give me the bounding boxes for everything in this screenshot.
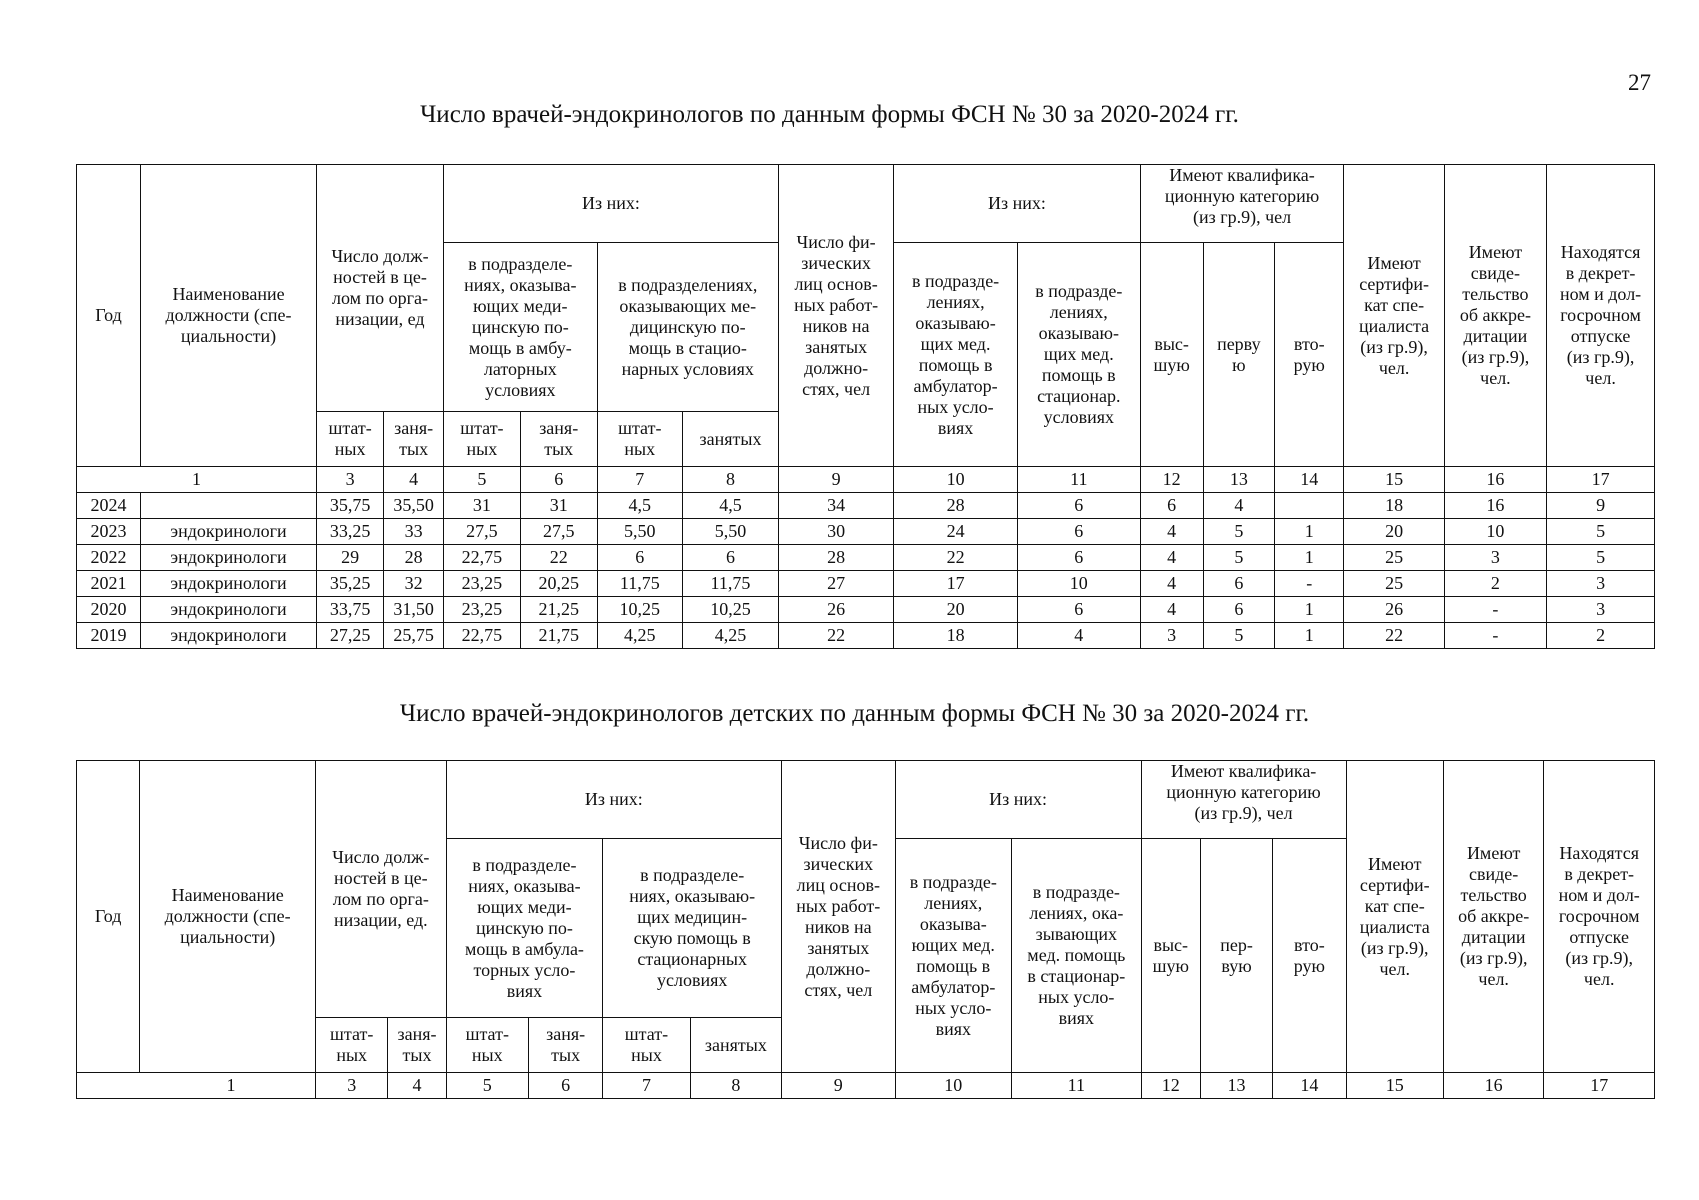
table-cell: 27 xyxy=(778,571,893,597)
table-cell: 34 xyxy=(778,493,893,519)
header-sertifikat: Имеют сертифи- кат спе- циалиста (из гр.9), чел. xyxy=(1346,761,1443,1073)
table-cell: 6 xyxy=(1017,597,1140,623)
table-cell: 33,75 xyxy=(317,597,384,623)
header-fiz-stacionar: в подразде- лениях, оказываю- щих мед. помощь в стационар. условиях xyxy=(1017,243,1140,467)
column-number: 8 xyxy=(682,467,778,493)
table-cell: 35,50 xyxy=(384,493,444,519)
cell-god: 2021 xyxy=(77,571,141,597)
cell-dolzhnost: эндокринологи xyxy=(141,597,317,623)
column-number: 10 xyxy=(894,467,1018,493)
column-number: 14 xyxy=(1273,1073,1346,1099)
table-cell: 10,25 xyxy=(682,597,778,623)
header-god: Год xyxy=(77,165,141,467)
column-number: 17 xyxy=(1544,1073,1655,1099)
table-cell: 4 xyxy=(1203,493,1274,519)
column-number: 7 xyxy=(603,1073,690,1099)
column-number: 11 xyxy=(1017,467,1140,493)
table-cell: 4,25 xyxy=(597,623,682,649)
table-cell: 25 xyxy=(1344,571,1444,597)
page-number: 27 xyxy=(1628,70,1651,95)
table-cell: 22,75 xyxy=(443,545,520,571)
table2 xyxy=(76,760,1655,1099)
table-cell: 27,25 xyxy=(317,623,384,649)
column-number: 16 xyxy=(1444,467,1546,493)
table-cell: 31,50 xyxy=(384,597,444,623)
table-cell: 21,75 xyxy=(520,623,597,649)
table-cell: 1 xyxy=(1275,545,1344,571)
column-number: 5 xyxy=(443,467,520,493)
table-cell xyxy=(1275,493,1344,519)
table-cell: 25,75 xyxy=(384,623,444,649)
header-kvalif-kategoriya: Имеют квалифика- ционную категорию (из гр.9), чел xyxy=(1140,165,1344,243)
table-cell: 20 xyxy=(894,597,1018,623)
header-fiz-ambulator: в подразде- лениях, оказыва- ющих мед. помощь в амбулатор- ных усло- виях xyxy=(895,839,1012,1073)
column-number: 3 xyxy=(317,467,384,493)
table-cell: 5 xyxy=(1203,623,1274,649)
table-cell: 11,75 xyxy=(682,571,778,597)
column-number: 5 xyxy=(446,1073,528,1099)
table-cell: 6 xyxy=(1140,493,1203,519)
column-number: 13 xyxy=(1200,1073,1272,1099)
table-cell: 6 xyxy=(1203,597,1274,623)
header-dekret: Находятся в декрет- ном и дол- госрочном отпуске (из гр.9), чел. xyxy=(1544,761,1655,1073)
cell-dolzhnost: эндокринологи xyxy=(141,545,317,571)
cell-god: 2020 xyxy=(77,597,141,623)
cell-dolzhnost: эндокринологи xyxy=(141,571,317,597)
table-cell: 10 xyxy=(1444,519,1546,545)
column-number: 11 xyxy=(1012,1073,1142,1099)
column-number: 13 xyxy=(1203,467,1274,493)
table-cell: 1 xyxy=(1275,519,1344,545)
table-cell: 23,25 xyxy=(443,597,520,623)
table-cell: 10 xyxy=(1017,571,1140,597)
table-cell: 26 xyxy=(778,597,893,623)
table-cell: 17 xyxy=(894,571,1018,597)
column-number: 8 xyxy=(690,1073,781,1099)
table-cell: 22 xyxy=(894,545,1018,571)
header-akkreditaciya: Имеют свиде- тельство об аккре- дитации (из гр.9), чел. xyxy=(1444,165,1546,467)
header-shtatnyh: штат- ных xyxy=(446,1018,528,1073)
table-cell: 31 xyxy=(443,493,520,519)
table-row xyxy=(77,545,1655,571)
table-cell: 6 xyxy=(1017,493,1140,519)
header-shtatnyh: штат- ных xyxy=(597,412,682,467)
table-cell: 6 xyxy=(682,545,778,571)
column-number: 12 xyxy=(1141,1073,1200,1099)
header-vysshuyu: выс- шую xyxy=(1140,243,1203,467)
cell-dolzhnost xyxy=(141,493,317,519)
header-pervuyu: пер- вую xyxy=(1200,839,1272,1073)
table-cell: 1 xyxy=(1275,597,1344,623)
table-cell: 35,75 xyxy=(317,493,384,519)
table-cell: 28 xyxy=(894,493,1018,519)
table-cell: 22 xyxy=(520,545,597,571)
column-number: 15 xyxy=(1346,1073,1443,1099)
cell-god: 2024 xyxy=(77,493,141,519)
table-row xyxy=(77,493,1655,519)
table-cell: 3 xyxy=(1547,571,1655,597)
table-cell: 2 xyxy=(1444,571,1546,597)
table-row xyxy=(77,519,1655,545)
table-cell: 3 xyxy=(1140,623,1203,649)
header-god: Год xyxy=(77,761,140,1073)
column-number: 4 xyxy=(388,1073,446,1099)
header-zanyatyh: занятых xyxy=(690,1018,781,1073)
table-cell: 11,75 xyxy=(597,571,682,597)
header-stacionarnyh: в подразделе- ниях, оказываю- щих медицин- скую помощь в стационарных условиях xyxy=(603,839,782,1018)
header-zanyatyh: заня- тых xyxy=(520,412,597,467)
header-ambulatornyh: в подразделе- ниях, оказыва- ющих меди- цинскую по- мощь в амбу- латорных условиях xyxy=(443,243,597,412)
table-cell: 28 xyxy=(384,545,444,571)
header-iz-nih-2: Из них: xyxy=(895,761,1141,839)
table-cell: 27,5 xyxy=(443,519,520,545)
column-numbers-row xyxy=(77,467,1655,493)
table-cell: 25 xyxy=(1344,545,1444,571)
column-numbers-row xyxy=(77,1073,1655,1099)
column-number: 9 xyxy=(778,467,893,493)
header-dekret: Находятся в декрет- ном и дол- госрочном отпуске (из гр.9), чел. xyxy=(1547,165,1655,467)
table-cell: 18 xyxy=(1344,493,1444,519)
table-row xyxy=(77,597,1655,623)
table-row xyxy=(77,623,1655,649)
header-stacionarnyh: в подразделениях, оказывающих ме- дицинскую по- мощь в стацио- нарных условиях xyxy=(597,243,778,412)
table-cell: 6 xyxy=(1017,545,1140,571)
table-cell: 4 xyxy=(1140,597,1203,623)
cell-dolzhnost: эндокринологи xyxy=(141,519,317,545)
table-cell: 22 xyxy=(778,623,893,649)
header-zanyatyh: заня- тых xyxy=(384,412,444,467)
header-shtatnyh: штат- ных xyxy=(317,412,384,467)
column-number: 16 xyxy=(1443,1073,1543,1099)
table-cell: 20,25 xyxy=(520,571,597,597)
header-naimenovanie: Наименование должности (спе- циальности) xyxy=(141,165,317,467)
table-cell: 29 xyxy=(317,545,384,571)
table-cell: 4 xyxy=(1017,623,1140,649)
header-fiz-ambulator: в подразде- лениях, оказываю- щих мед. помощь в амбулатор- ных усло- виях xyxy=(894,243,1018,467)
header-fiz-stacionar: в подразде- лениях, ока- зывающих мед. помощь в стационар- ных усло- виях xyxy=(1012,839,1142,1073)
header-kvalif-kategoriya: Имеют квалифика- ционную категорию (из гр.9), чел xyxy=(1141,761,1346,839)
column-number: 1 xyxy=(77,467,317,493)
table-cell: 22 xyxy=(1344,623,1444,649)
header-iz-nih-2: Из них: xyxy=(894,165,1140,243)
table-cell: 21,25 xyxy=(520,597,597,623)
table-cell: 3 xyxy=(1444,545,1546,571)
table-cell: 9 xyxy=(1547,493,1655,519)
header-shtatnyh: штат- ных xyxy=(443,412,520,467)
table-cell: 20 xyxy=(1344,519,1444,545)
table-cell: 5 xyxy=(1547,519,1655,545)
table-cell: 4,5 xyxy=(597,493,682,519)
table-cell: 33,25 xyxy=(317,519,384,545)
header-pervuyu: перву ю xyxy=(1203,243,1274,467)
table-cell: - xyxy=(1444,623,1546,649)
table-cell: 2 xyxy=(1547,623,1655,649)
table-cell: 5,50 xyxy=(682,519,778,545)
header-shtatnyh: штат- ных xyxy=(316,1018,388,1073)
table-cell: 4 xyxy=(1140,571,1203,597)
table-cell: 6 xyxy=(597,545,682,571)
table-cell: 3 xyxy=(1547,597,1655,623)
table-cell: 22,75 xyxy=(443,623,520,649)
cell-dolzhnost: эндокринологи xyxy=(141,623,317,649)
header-iz-nih: Из них: xyxy=(443,165,778,243)
table-cell: 1 xyxy=(1275,623,1344,649)
table-cell: 5 xyxy=(1547,545,1655,571)
table1-title: Число врачей-эндокринологов по данным формы ФСН № 30 за 2020-2024 гг. xyxy=(420,101,1239,128)
header-vtoruyu: вто- рую xyxy=(1273,839,1346,1073)
column-number: 1 xyxy=(77,1073,316,1099)
table-cell: 4 xyxy=(1140,519,1203,545)
table-cell: 30 xyxy=(778,519,893,545)
column-number: 15 xyxy=(1344,467,1444,493)
table-cell: 23,25 xyxy=(443,571,520,597)
table-cell: 6 xyxy=(1203,571,1274,597)
header-sertifikat: Имеют сертифи- кат спе- циалиста (из гр.9), чел. xyxy=(1344,165,1444,467)
table-cell: 4 xyxy=(1140,545,1203,571)
table-cell: 24 xyxy=(894,519,1018,545)
table1 xyxy=(76,164,1655,649)
column-number: 9 xyxy=(782,1073,895,1099)
header-zanyatyh: занятых xyxy=(682,412,778,467)
table-cell: 28 xyxy=(778,545,893,571)
table-cell: 4,5 xyxy=(682,493,778,519)
table-row xyxy=(77,571,1655,597)
column-number: 7 xyxy=(597,467,682,493)
cell-god: 2023 xyxy=(77,519,141,545)
column-number: 17 xyxy=(1547,467,1655,493)
column-number: 6 xyxy=(520,467,597,493)
table-cell: 33 xyxy=(384,519,444,545)
table-cell: 35,25 xyxy=(317,571,384,597)
column-number: 3 xyxy=(316,1073,388,1099)
header-chislo-dolzhnostey: Число долж- ностей в це- лом по орга- низации, ед. xyxy=(316,761,447,1018)
header-iz-nih: Из них: xyxy=(446,761,781,839)
cell-god: 2019 xyxy=(77,623,141,649)
cell-god: 2022 xyxy=(77,545,141,571)
header-akkreditaciya: Имеют свиде- тельство об аккре- дитации (из гр.9), чел. xyxy=(1443,761,1543,1073)
column-number: 14 xyxy=(1275,467,1344,493)
header-ambulatornyh: в подразделе- ниях, оказыва- ющих меди- цинскую по- мощь в амбула- торных усло- виях xyxy=(446,839,603,1018)
table-cell: 26 xyxy=(1344,597,1444,623)
header-vysshuyu: выс- шую xyxy=(1141,839,1200,1073)
table-cell: 4,25 xyxy=(682,623,778,649)
table2-title: Число врачей-эндокринологов детских по данным формы ФСН № 30 за 2020-2024 гг. xyxy=(399,700,1310,727)
column-number: 10 xyxy=(895,1073,1012,1099)
table-cell: 18 xyxy=(894,623,1018,649)
table-cell: 5 xyxy=(1203,545,1274,571)
header-chislo-fizlic: Число фи- зических лиц основ- ных работ- ников на занятых должно- стях, чел xyxy=(782,761,895,1073)
header-chislo-dolzhnostey: Число долж- ностей в це- лом по орга- низации, ед xyxy=(317,165,444,412)
column-number: 12 xyxy=(1140,467,1203,493)
header-zanyatyh: заня- тых xyxy=(528,1018,602,1073)
column-number: 4 xyxy=(384,467,444,493)
table-cell: 6 xyxy=(1017,519,1140,545)
table-cell: 10,25 xyxy=(597,597,682,623)
table-cell: 27,5 xyxy=(520,519,597,545)
table-cell: 31 xyxy=(520,493,597,519)
column-number: 6 xyxy=(528,1073,602,1099)
header-chislo-fizlic: Число фи- зических лиц основ- ных работ- ников на занятых должно- стях, чел xyxy=(778,165,893,467)
header-naimenovanie: Наименование должности (спе- циальности) xyxy=(140,761,316,1073)
header-vtoruyu: вто- рую xyxy=(1275,243,1344,467)
table-cell: 32 xyxy=(384,571,444,597)
header-shtatnyh: штат- ных xyxy=(603,1018,690,1073)
table-cell: - xyxy=(1444,597,1546,623)
table-cell: 16 xyxy=(1444,493,1546,519)
table-cell: 5 xyxy=(1203,519,1274,545)
table-cell: - xyxy=(1275,571,1344,597)
table-cell: 5,50 xyxy=(597,519,682,545)
header-zanyatyh: заня- тых xyxy=(388,1018,446,1073)
